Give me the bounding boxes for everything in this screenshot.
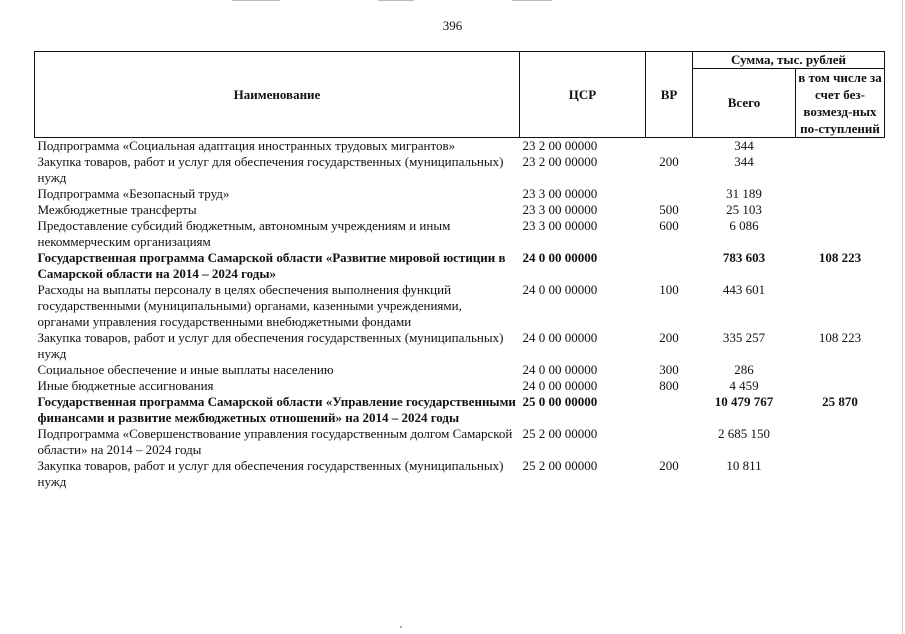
row-csr: 23 3 00 00000 — [522, 218, 598, 233]
row-name: Подпрограмма «Безопасный труд» — [37, 186, 230, 201]
scan-artifact — [232, 0, 280, 1]
table-row — [35, 362, 885, 378]
table-row — [35, 186, 885, 202]
table-row — [35, 250, 885, 282]
scan-artifact — [512, 0, 552, 1]
row-gratis — [796, 138, 885, 155]
row-csr: 25 2 00 00000 — [522, 426, 598, 441]
row-gratis — [796, 282, 885, 330]
row-vr: 300 — [659, 362, 679, 377]
row-name: Закупка товаров, работ и услуг для обеспечения государственных (муниципальных) нужд — [37, 154, 504, 185]
row-vr: 200 — [659, 458, 679, 473]
table-row — [35, 330, 885, 362]
table-row — [35, 426, 885, 458]
row-gratis: 108 223 — [818, 250, 862, 265]
row-total: 335 257 — [722, 330, 766, 345]
row-vr: 800 — [659, 378, 679, 393]
header-vr: ВР — [646, 52, 693, 138]
scan-edge — [902, 0, 903, 634]
row-csr: 23 3 00 00000 — [522, 186, 598, 201]
row-total: 443 601 — [722, 282, 766, 297]
row-gratis — [796, 218, 885, 250]
row-total: 4 459 — [729, 378, 759, 393]
table-body — [35, 138, 885, 491]
row-csr: 24 0 00 00000 — [522, 362, 598, 377]
row-name: Иные бюджетные ассигнования — [37, 378, 214, 393]
row-name: Государственная программа Самарской области «Развитие мировой юстиции в Самарской области на 2014 – 2024 годы» — [37, 250, 506, 281]
budget-table — [34, 51, 885, 490]
row-csr: 24 0 00 00000 — [522, 282, 598, 297]
table-row — [35, 154, 885, 186]
row-name: Закупка товаров, работ и услуг для обеспечения государственных (муниципальных) нужд — [37, 330, 504, 361]
row-vr: 500 — [659, 202, 679, 217]
row-name: Государственная программа Самарской области «Управление государственными финансами и развитие межбюджетных отношений» на 2014 – 2024 годы — [37, 394, 516, 425]
row-total: 25 103 — [726, 202, 762, 217]
header-name: Наименование — [35, 52, 520, 138]
row-total: 6 086 — [729, 218, 759, 233]
row-name: Расходы на выплаты персоналу в целях обеспечения выполнения функций государственными (муниципальными) органами, казенными учреждениями, органами управления государственными внебюджетными фондами — [37, 282, 462, 329]
row-gratis: 25 870 — [822, 394, 858, 409]
row-name: Межбюджетные трансферты — [37, 202, 197, 217]
table-row — [35, 218, 885, 250]
table-row — [35, 458, 885, 490]
row-csr: 24 0 00 00000 — [522, 330, 598, 345]
row-csr: 23 2 00 00000 — [522, 138, 598, 153]
row-vr: 100 — [659, 282, 679, 297]
table-row — [35, 378, 885, 394]
row-vr — [646, 426, 693, 458]
row-csr: 24 0 00 00000 — [522, 250, 598, 265]
row-name: Предоставление субсидий бюджетным, автономным учреждениям и иным некоммерческим организациям — [37, 218, 451, 249]
row-total: 10 479 767 — [714, 394, 774, 409]
scan-speck — [400, 626, 402, 628]
row-gratis — [796, 154, 885, 186]
row-name: Социальное обеспечение и иные выплаты населению — [37, 362, 334, 377]
row-vr: 600 — [659, 218, 679, 233]
row-total: 31 189 — [726, 186, 762, 201]
table-row — [35, 138, 885, 155]
table-header — [35, 52, 885, 138]
header-csr: ЦСР — [520, 52, 646, 138]
row-csr: 23 3 00 00000 — [522, 202, 598, 217]
row-gratis — [796, 202, 885, 218]
row-gratis: 108 223 — [818, 330, 862, 345]
row-csr: 23 2 00 00000 — [522, 154, 598, 169]
row-total: 344 — [734, 154, 754, 169]
row-gratis — [796, 186, 885, 202]
row-name: Закупка товаров, работ и услуг для обеспечения государственных (муниципальных) нужд — [37, 458, 504, 489]
row-total: 2 685 150 — [718, 426, 770, 441]
row-vr: 200 — [659, 330, 679, 345]
row-name: Подпрограмма «Совершенствование управления государственным долгом Самарской области» на 2014 – 2024 годы — [37, 426, 513, 457]
header-amount: Сумма, тыс. рублей — [693, 52, 885, 69]
row-gratis — [796, 378, 885, 394]
row-name: Подпрограмма «Социальная адаптация иностранных трудовых мигрантов» — [37, 138, 456, 153]
table-row — [35, 394, 885, 426]
page-number: 396 — [442, 18, 463, 33]
row-total: 10 811 — [726, 458, 762, 473]
header-total: Всего — [693, 69, 796, 138]
row-gratis — [796, 362, 885, 378]
row-vr: 200 — [659, 154, 679, 169]
row-vr — [646, 394, 693, 426]
row-gratis — [796, 426, 885, 458]
table-row — [35, 202, 885, 218]
row-total: 783 603 — [722, 250, 766, 265]
row-csr: 24 0 00 00000 — [522, 378, 598, 393]
scan-artifact — [378, 0, 414, 1]
row-total: 286 — [734, 362, 754, 377]
row-csr: 25 0 00 00000 — [522, 394, 598, 409]
row-vr — [646, 138, 693, 155]
header-gratis: в том числе за счет без-возмезд-ных по-ступлений — [796, 69, 885, 138]
table-row — [35, 282, 885, 330]
row-total: 344 — [734, 138, 754, 153]
row-gratis — [796, 458, 885, 490]
row-vr — [646, 250, 693, 282]
row-csr: 25 2 00 00000 — [522, 458, 598, 473]
row-vr — [646, 186, 693, 202]
